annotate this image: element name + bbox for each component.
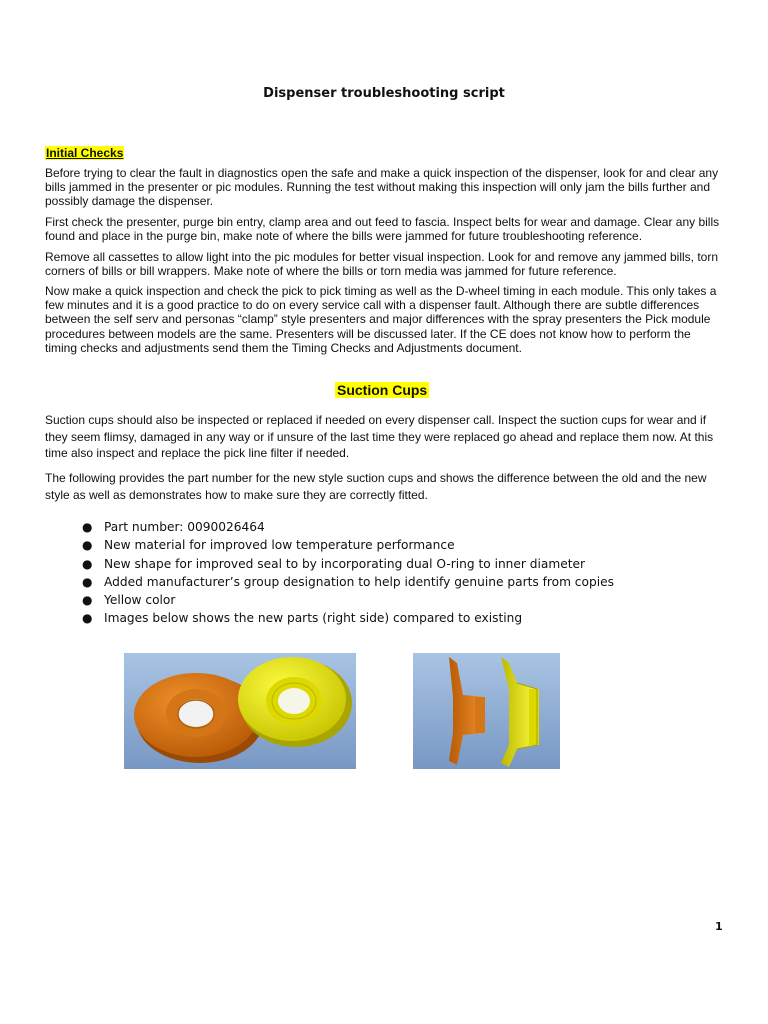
bullet-icon: ● xyxy=(82,611,93,626)
list-item: ● Images below shows the new parts (right side) compared to existing xyxy=(80,609,614,627)
page-number: 1 xyxy=(715,920,723,933)
suction-cups-front-view-image xyxy=(124,653,356,769)
bullet-icon: ● xyxy=(82,574,93,589)
initial-checks-heading: Initial Checks xyxy=(46,146,124,160)
initial-checks-paragraph-3: Remove all cassettes to allow light into the pic modules for better visual inspection. Look for and remove any jammed bills, torn corners of bills or bill wrappers. Make note of where the bills or torn media was jammed for future reference. xyxy=(45,250,718,279)
suction-cups-paragraph-1: Suction cups should also be inspected or replaced if needed on every dispenser call. Inspect the suction cups for wear and if they seem flimsy, damaged in any way or if unsure of the last time they were replaced go ahead and replace them now. At this time also inspect and replace the pick line filter if needed. xyxy=(45,413,714,460)
bullet-icon: ● xyxy=(82,520,93,534)
bullet-icon: ● xyxy=(82,593,93,608)
list-item: ● Yellow color xyxy=(80,591,614,609)
list-item: ● Part number: 0090026464 xyxy=(80,518,614,536)
suction-cup-feature-list xyxy=(80,518,614,628)
initial-checks-paragraph-4: Now make a quick inspection and check the pick to pick timing as well as the D-wheel timing in each module. This only takes a few minutes and it is a good practice to do on every service call with a dispenser fault. Although there are subtle differences between the self serv and personas “clamp” style presenters and major differences with the spray presenters the Pick module procedures between models are the same. Presenters will be discussed later. If the CE does not know how to perform the timing checks and adjustments send them the Timing Checks and Adjustments document. xyxy=(45,284,717,355)
initial-checks-paragraph-1: Before trying to clear the fault in diagnostics open the safe and make a quick inspection of the dispenser, look for and clear any bills jammed in the presenter or pic modules. Running the test without making this inspection will only jam the bills further and possibly damage the dispenser. xyxy=(45,166,719,209)
bullet-icon: ● xyxy=(82,556,93,571)
suction-cups-heading: Suction Cups xyxy=(337,382,428,398)
list-item: ● New shape for improved seal to by incorporating dual O-ring to inner diameter xyxy=(80,555,614,573)
initial-checks-paragraph-2: First check the presenter, purge bin entry, clamp area and out feed to fascia. Inspect belts for wear and damage. Clear any bills found and place in the purge bin, make note of where the bills were jammed for future troubleshooting reference. xyxy=(45,215,720,244)
suction-cups-paragraph-2: The following provides the part number for the new style suction cups and shows the difference between the old and the new style as well as demonstrates how to make sure they are correctly fitted. xyxy=(45,471,707,502)
suction-cups-side-view-image xyxy=(413,653,560,769)
document-title: Dispenser troubleshooting script xyxy=(263,86,505,101)
list-item: ● New material for improved low temperature performance xyxy=(80,536,614,554)
list-item: ● Added manufacturer’s group designation to help identify genuine parts from copies xyxy=(80,573,614,591)
bullet-icon: ● xyxy=(82,538,93,553)
